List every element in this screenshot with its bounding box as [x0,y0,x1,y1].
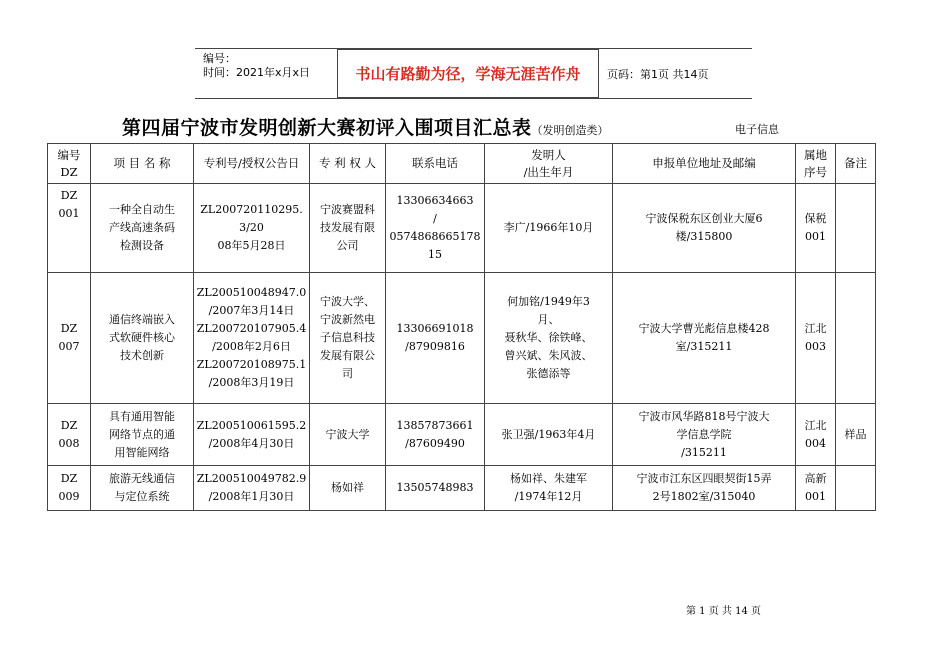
cell-region: 江北 003 [796,273,836,404]
col-header-number: 编号 DZ [48,144,91,184]
cell-address: 宁波大学曹光彪信息楼428 室/315211 [613,273,796,404]
cell-address: 宁波保税东区创业大厦6 楼/315800 [613,184,796,273]
cell-phone: 13306634663 / 0574868665178 15 [386,184,485,273]
cell-project: 具有通用智能 网络节点的通 用智能网络 [91,404,194,466]
number-label: 编号： [203,52,236,65]
cell-remark [836,273,876,404]
cell-number: DZ 009 [48,466,91,511]
header-page-text: 页码：第1页 共14页 [607,67,709,81]
cell-owner: 宁波大学、 宁波新然电 子信息科技 发展有限公 司 [310,273,386,404]
cell-phone: 13505748983 [386,466,485,511]
page-footer: 第 1 页 共 14 页 [686,606,761,617]
cell-number: DZ 007 [48,273,91,404]
table-row [48,184,876,273]
cell-inventor: 李广/1966年10月 [485,184,613,273]
col-header-address: 申报单位地址及邮编 [613,144,796,184]
cell-project: 一种全自动生 产线高速条码 检测设备 [91,184,194,273]
cell-remark: 样品 [836,404,876,466]
cell-phone: 13306691018 /87909816 [386,273,485,404]
time-label: 时间：2021年x月x日 [203,66,311,79]
cell-project: 旅游无线通信 与定位系统 [91,466,194,511]
document-header [195,48,752,99]
col-header-patent: 专利号/授权公告日 [194,144,310,184]
cell-patent: ZL200510061595.2 /2008年4月30日 [194,404,310,466]
table-row [48,273,876,404]
cell-region: 保税 001 [796,184,836,273]
motto-box [337,49,599,98]
title-sub: （发明创造类） [531,124,609,137]
cell-patent: ZL200510048947.0 /2007年3月14日 ZL200720107905.4 /2008年2月6日 ZL200720108975.1 /2008年3月19日 [194,273,310,404]
project-table [47,143,876,511]
page-title [122,113,609,140]
cell-remark [836,184,876,273]
motto-text: 书山有路勤为径，学海无涯苦作舟 [355,65,581,83]
cell-owner: 宁波赛盟科 技发展有限 公司 [310,184,386,273]
cell-owner: 杨如祥 [310,466,386,511]
col-header-project: 项 目 名 称 [91,144,194,184]
cell-region: 江北 004 [796,404,836,466]
col-header-region: 属地 序号 [796,144,836,184]
table-row [48,466,876,511]
cell-project: 通信终端嵌入 式软硬件核心 技术创新 [91,273,194,404]
col-header-inventor: 发明人 /出生年月 [485,144,613,184]
cell-region: 高新 001 [796,466,836,511]
cell-inventor: 何加铭/1949年3 月、 聂秋华、徐铁峰、 曾兴斌、朱风波、 张德添等 [485,273,613,404]
cell-address: 宁波市江东区四眼契街15弄 2号1802室/315040 [613,466,796,511]
cell-phone: 13857873661 /87609490 [386,404,485,466]
table-header-row [48,144,876,184]
cell-number: DZ 001 [48,184,91,273]
header-meta [195,49,337,98]
cell-patent: ZL200720110295.3/20 08年5月28日 [194,184,310,273]
cell-number: DZ 008 [48,404,91,466]
cell-patent: ZL200510049782.9 /2008年1月30日 [194,466,310,511]
cell-owner: 宁波大学 [310,404,386,466]
col-header-remark: 备注 [836,144,876,184]
cell-address: 宁波市风华路818号宁波大 学信息学院 /315211 [613,404,796,466]
category-label: 电子信息 [735,123,779,136]
header-page-info [599,49,752,98]
cell-inventor: 张卫强/1963年4月 [485,404,613,466]
cell-inventor: 杨如祥、朱建军 /1974年12月 [485,466,613,511]
table-row [48,404,876,466]
col-header-phone: 联系电话 [386,144,485,184]
col-header-owner: 专 利 权 人 [310,144,386,184]
cell-remark [836,466,876,511]
title-main: 第四届宁波市发明创新大赛初评入围项目汇总表 [122,117,532,139]
